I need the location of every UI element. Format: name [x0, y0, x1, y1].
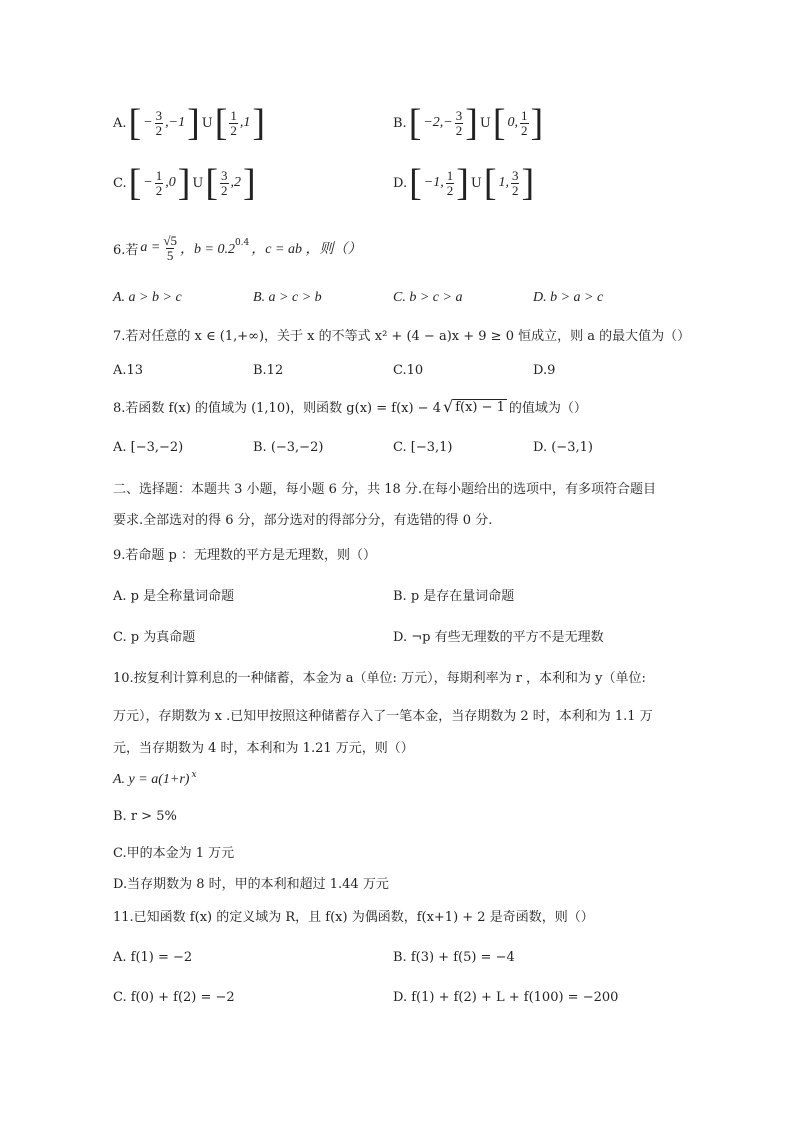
q8-option-c: C. [−3,1): [393, 440, 453, 455]
left-bracket: [: [483, 162, 497, 204]
denominator: 5: [166, 247, 174, 263]
q5-option-b: [393, 104, 543, 142]
right-bracket: ]: [465, 102, 478, 144]
right-bracket: ]: [521, 162, 535, 204]
numerator: 1: [230, 107, 237, 123]
exponent: x: [191, 770, 197, 780]
option-label: D.: [393, 175, 408, 191]
q11-option-a: A. f(1) = −2: [113, 950, 193, 965]
q5-option-a: [113, 104, 265, 142]
left-bracket: [: [128, 102, 142, 144]
stem-text: 8.若函数 f(x) 的值域为 (1,10)，则函数 g(x) = f(x) − 4: [113, 401, 441, 416]
fraction: [162, 234, 178, 262]
q11-stem: 11.已知函数 f(x) 的定义域为 R，且 f(x) 为偶函数，f(x+1) + 2 是奇函数，则（）: [113, 910, 594, 925]
denominator: 2: [446, 182, 454, 198]
union-symbol: U: [479, 115, 491, 131]
q10-option-b: B. r > 5%: [113, 809, 177, 824]
q9-option-d: D. ¬p 有些无理数的平方不是无理数: [393, 630, 604, 645]
section2-heading-line2: 要求.全部选对的得 6 分，部分选对的得部分分，有选错的得 0 分.: [113, 513, 493, 528]
q6-option-a: A. a > b > c: [113, 290, 182, 305]
right-bracket: ]: [456, 162, 469, 204]
numerator: 3: [221, 167, 228, 183]
q10-option-c: C.甲的本金为 1 万元: [113, 846, 235, 861]
math-text: 1,: [498, 175, 509, 190]
q10-stem-line3: 元，当存期数为 4 时，本利和为 1.21 万元，则（）: [113, 741, 414, 756]
left-bracket: [: [408, 102, 422, 144]
right-bracket: ]: [187, 102, 200, 144]
q8-stem: [113, 397, 587, 416]
fraction: [455, 109, 464, 137]
math-text: ,1: [239, 115, 251, 130]
numerator: 3: [155, 107, 163, 123]
right-bracket: ]: [530, 102, 544, 144]
q6-option-c: C. b > c > a: [393, 290, 463, 305]
right-bracket: ]: [243, 162, 256, 204]
denominator: 2: [155, 182, 163, 198]
q8-option-b: B. (−3,−2): [253, 440, 324, 455]
denominator: 2: [521, 122, 528, 138]
fraction: [155, 169, 164, 197]
fraction: [446, 169, 455, 197]
denominator: 2: [221, 182, 228, 198]
union-symbol: U: [201, 115, 213, 131]
q7-stem: 7.若对任意的 x ∈ (1,+∞)，关于 x 的不等式 x² + (4 − a)x + 9 ≥ 0 恒成立，则 a 的最大值为（）: [113, 329, 691, 344]
denominator: 2: [455, 122, 463, 138]
q9-option-a: A. p 是全称量词命题: [113, 589, 235, 604]
q7-option-c: C.10: [393, 363, 424, 378]
stem-text: 的值域为（）: [508, 401, 587, 416]
q8-option-a: A. [−3,−2): [113, 440, 184, 455]
left-bracket: [: [128, 162, 142, 204]
math-text: 0,: [507, 115, 519, 130]
q11-option-d: D. f(1) + f(2) + L + f(100) = −200: [393, 990, 619, 1005]
denominator: 2: [155, 122, 163, 138]
q7-option-b: B.12: [253, 363, 284, 378]
q6-option-b: B. a > c > b: [253, 290, 322, 305]
q11-option-c: C. f(0) + f(2) = −2: [113, 990, 235, 1005]
numerator: √5: [163, 233, 177, 248]
option-label: C.: [113, 175, 127, 191]
fraction: [220, 169, 229, 197]
q11-option-b: B. f(3) + f(5) = −4: [393, 950, 515, 965]
q9-option-b: B. p 是存在量词命题: [393, 589, 515, 604]
q5-option-d: [393, 164, 534, 202]
q10-stem-line1: 10.按复利计算利息的一种储蓄，本金为 a（单位: 万元），每期利率为 r ，本利和为 y（单位:: [113, 671, 646, 686]
left-bracket: [: [205, 162, 219, 204]
option-label: A.: [113, 115, 127, 131]
q7-option-d: D.9: [533, 363, 556, 378]
math-text: −: [143, 175, 153, 190]
right-bracket: ]: [252, 102, 266, 144]
option-text: A. y = a(1+r): [113, 772, 190, 787]
fraction: [155, 109, 164, 137]
math-text: −2,−: [423, 115, 453, 130]
sqrt-sign: √: [442, 397, 454, 416]
q6-stem: [113, 234, 361, 262]
denominator: 2: [230, 122, 237, 138]
fraction: [229, 109, 238, 137]
math-text: a =: [140, 240, 161, 256]
numerator: 1: [521, 107, 528, 123]
left-bracket: [: [409, 162, 422, 204]
q10-option-d: D.当存期数为 8 时，甲的本利和超过 1.44 万元: [113, 877, 389, 892]
section2-heading-line1: 二、选择题：本题共 3 小题，每小题 6 分，共 18 分.在每小题给出的选项中，有多项符合题目: [113, 482, 657, 497]
denominator: 2: [511, 182, 519, 198]
left-bracket: [: [492, 102, 506, 144]
q6-option-d: D. b > a > c: [533, 290, 604, 305]
option-label: B.: [393, 115, 407, 131]
numerator: 1: [155, 167, 163, 183]
q9-stem: 9.若命题 p ：无理数的平方是无理数，则（）: [113, 548, 376, 563]
q8-option-d: D. (−3,1): [533, 440, 593, 455]
union-symbol: U: [192, 175, 204, 191]
numerator: 3: [511, 167, 519, 183]
q5-option-c: [113, 164, 256, 202]
math-text: ,−1: [165, 115, 186, 130]
numerator: 1: [446, 167, 454, 183]
right-bracket: ]: [177, 162, 191, 204]
fraction: [520, 109, 529, 137]
math-text: ,0: [165, 175, 176, 190]
math-text: ，c = ab ，则（）: [251, 242, 362, 258]
fraction: [511, 169, 520, 197]
q9-option-c: C. p 为真命题: [113, 630, 196, 645]
math-text: −1,: [423, 175, 444, 190]
question-number: 6.若: [113, 242, 139, 258]
math-text: ,2: [230, 175, 242, 190]
numerator: 3: [455, 107, 463, 123]
union-symbol: U: [470, 175, 482, 191]
math-text: ，b = 0.2: [180, 242, 235, 258]
sqrt-content: f(x) − 1: [455, 399, 505, 415]
math-text: −: [143, 115, 153, 130]
left-bracket: [: [214, 102, 228, 144]
q10-option-a: [113, 772, 197, 788]
q7-option-a: A.13: [113, 363, 144, 378]
exponent: 0.4: [234, 238, 250, 249]
q10-stem-line2: 万元），存期数为 x .已知甲按照这种储蓄存入了一笔本金，当存期数为 2 时，本利和为 1.1 万: [113, 709, 653, 724]
